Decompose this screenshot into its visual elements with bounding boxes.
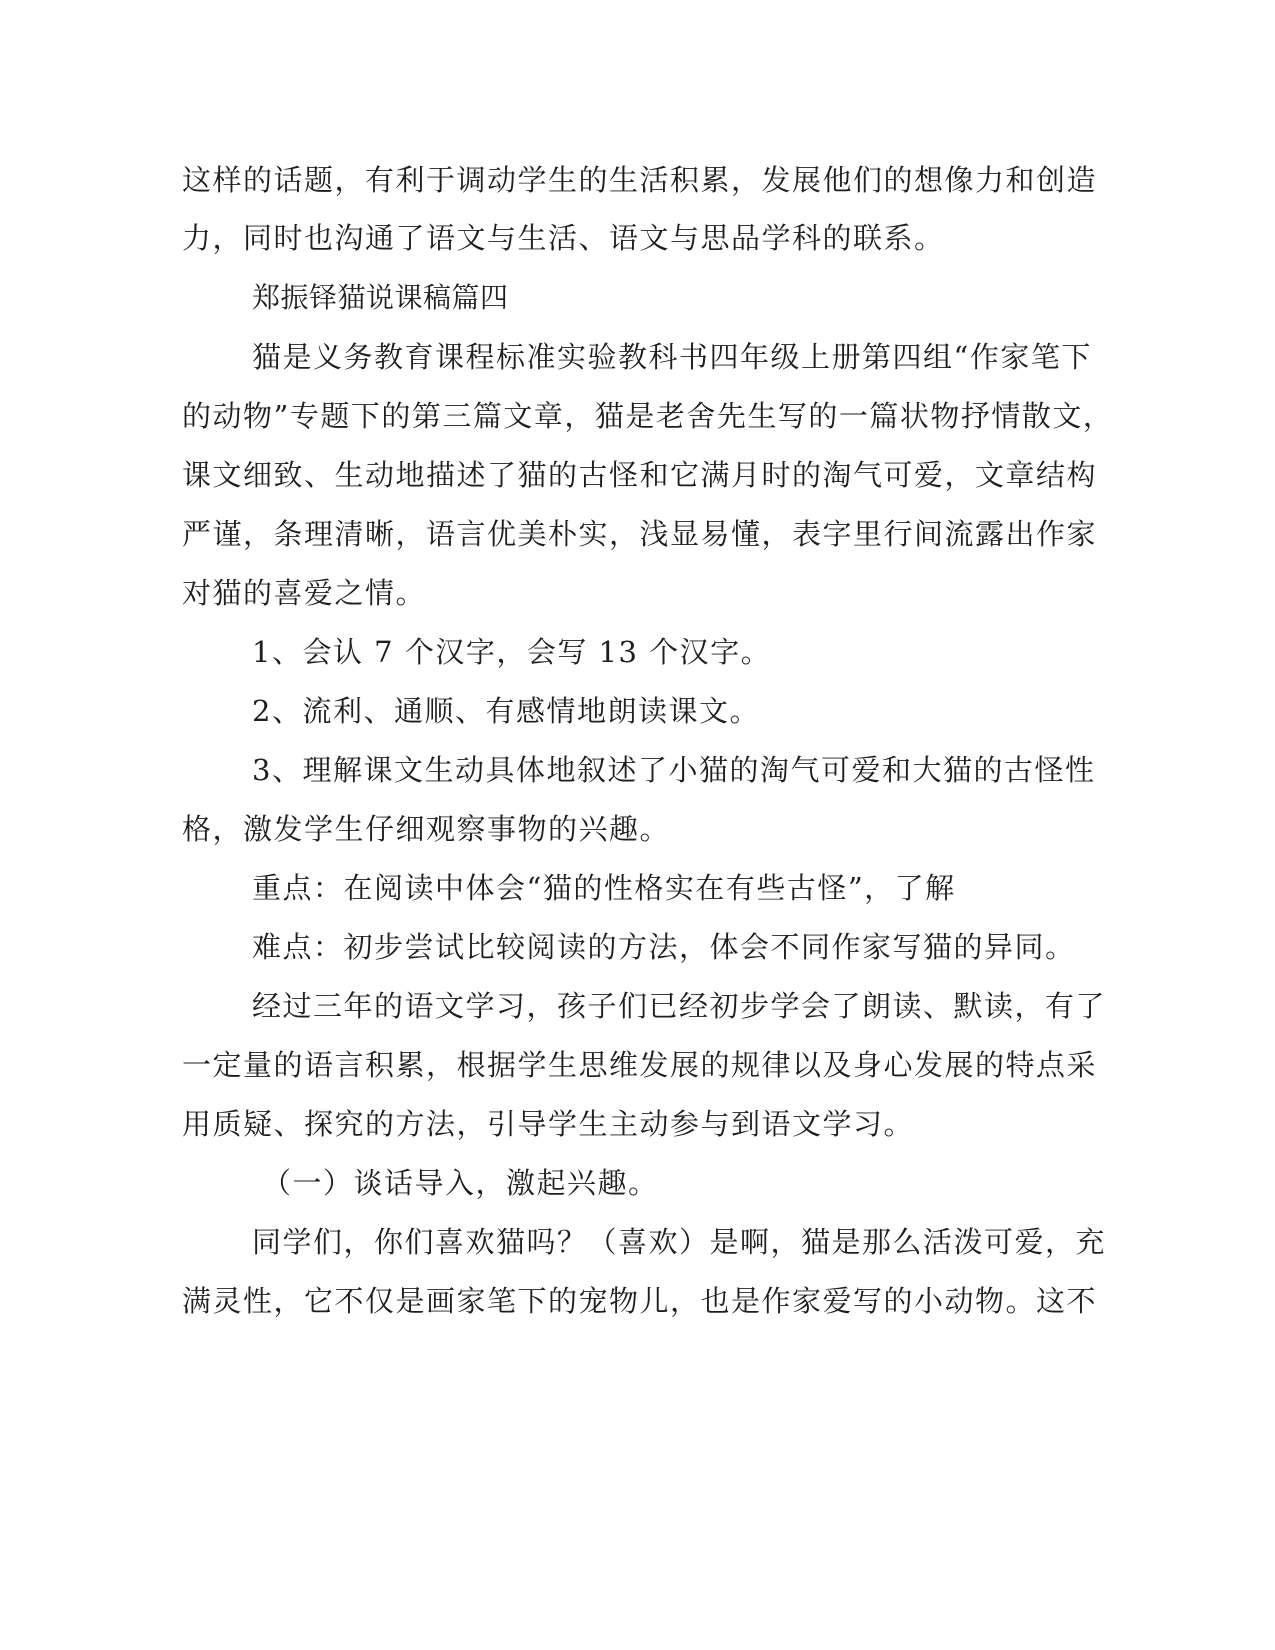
section-heading: 郑振铎猫说课稿篇四 <box>252 281 509 314</box>
text-line: 力，同时也沟通了语文与生活、语文与思品学科的联系。 <box>182 221 945 255</box>
subsection-heading: （一）谈话导入，激起兴趣。 <box>262 1166 659 1200</box>
text-line: 这样的话题，有利于调动学生的生活积累，发展他们的想像力和创造 <box>182 163 1098 197</box>
text-line: 猫是义务教育课程标准实验教科书四年级上册第四组“作家笔下 <box>252 340 1092 374</box>
text-line: 课文细致、生动地描述了猫的古怪和它满月时的淘气可爱，文章结构 <box>182 458 1098 492</box>
text-line: 用质疑、探究的方法，引导学生主动参与到语文学习。 <box>182 1107 915 1141</box>
list-item: 2、流利、通顺、有感情地朗读课文。 <box>252 694 760 728</box>
text-line: 严谨，条理清晰，语言优美朴实，浅显易懂，表字里行间流露出作家 <box>182 517 1098 551</box>
list-item: 3、理解课文生动具体地叙述了小猫的淘气可爱和大猫的古怪性 <box>252 753 1096 787</box>
text-line: 格，激发学生仔细观察事物的兴趣。 <box>182 812 671 846</box>
text-line: 同学们，你们喜欢猫吗？（喜欢）是啊，猫是那么活泼可爱，充 <box>252 1225 1107 1259</box>
difficult-point: 难点：初步尝试比较阅读的方法，体会不同作家写猫的异同。 <box>252 930 1076 964</box>
text-line: 的动物”专题下的第三篇文章，猫是老舍先生写的一篇状物抒情散文， <box>182 399 1114 433</box>
text-line: 经过三年的语文学习，孩子们已经初步学会了朗读、默读，有了 <box>252 989 1107 1023</box>
text-line: 对猫的喜爱之情。 <box>182 576 427 610</box>
text-line: 一定量的语言积累，根据学生思维发展的规律以及身心发展的特点采 <box>182 1048 1098 1082</box>
list-item: 1、会认 7 个汉字，会写 13 个汉字。 <box>252 635 772 669</box>
text-line: 满灵性，它不仅是画家笔下的宠物儿，也是作家爱写的小动物。这不 <box>182 1284 1098 1318</box>
key-point: 重点：在阅读中体会“猫的性格实在有些古怪”，了解 <box>252 871 956 905</box>
